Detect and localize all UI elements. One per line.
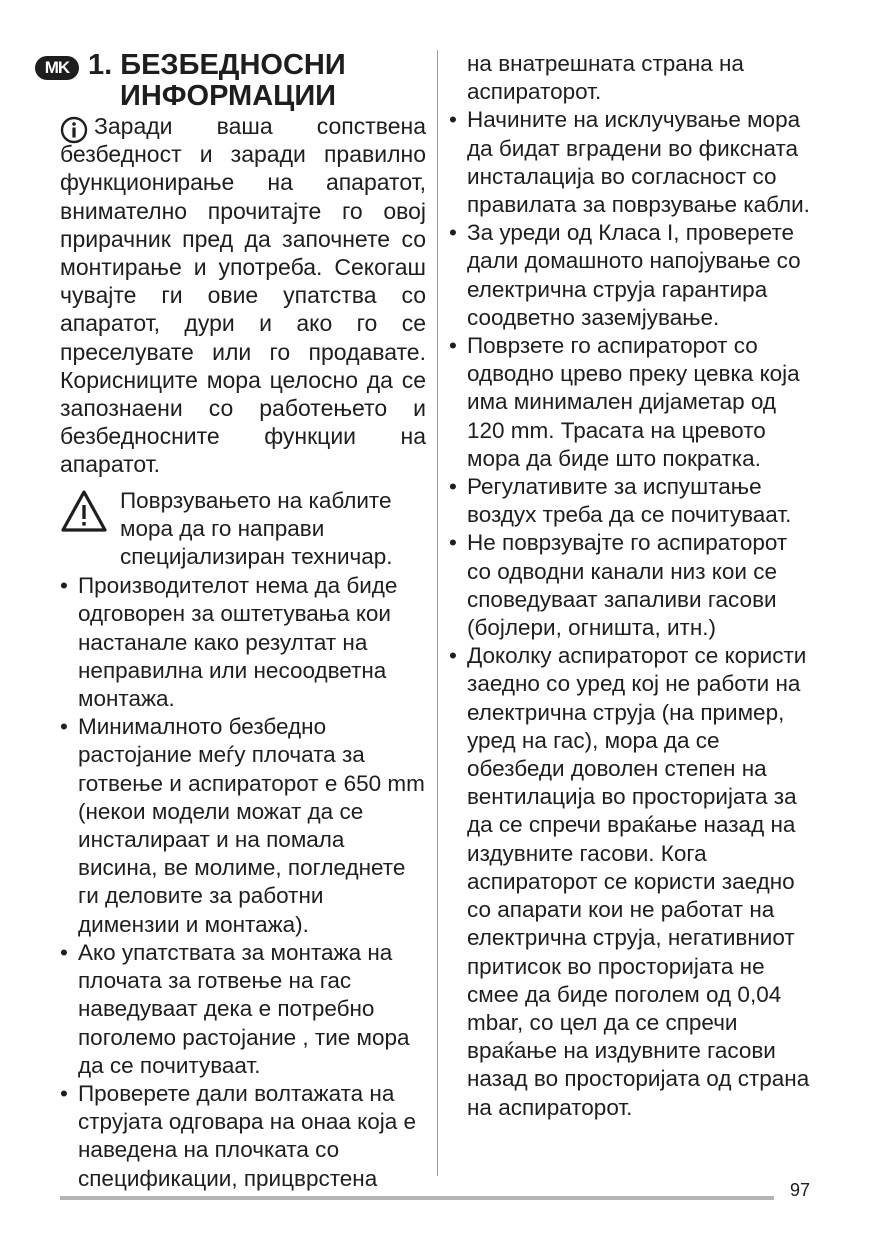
heading-line-1 — [88, 50, 346, 81]
list-item: • Регулативите за испуштање воздух треба да се почитуваат. — [449, 474, 792, 528]
column-divider — [437, 50, 438, 1176]
list-item: • Ако упатствата за монтажа на плочата за готвење на гас наведуваат дека е потребно поголемо растојание , тие мора да се почитуваат. — [60, 939, 410, 1078]
list-item: • Производителот нема да биде одговорен за оштетувања кои настанале како резултат на неправилна или несоодветна монтажа. — [60, 573, 398, 712]
page-number: 97 — [790, 1180, 811, 1200]
right-column — [449, 50, 817, 1122]
warning-note — [60, 487, 426, 572]
right-bullet-list — [449, 106, 817, 1121]
list-item: • Проверете дали волтажата на струјата одговара на онаа која е наведена на плочката со спецификации, прицврстена — [60, 1080, 417, 1191]
intro-text: Заради ваша сопствена безбедност и заради правилно функционирање на апаратот, внимателно прочитајте го овој прирачник пред да започнете со монтирање и употреба. Секогаш чувајте ги овие упатства со апаратот, дури и ако го се преселувате или го продавате. Корисниците мора целосно да се запознаени со работењето и безбедносните функции на апаратот. — [60, 113, 426, 478]
list-item: • За уреди од Класа I, проверете дали домашното напојување со електрична струја гарантира соодветно заземјување. — [449, 220, 801, 330]
heading-number: 1. — [88, 49, 113, 81]
heading-title-1: БЕЗБЕДНОСНИ — [120, 49, 346, 81]
left-bullet-list — [60, 572, 426, 1192]
list-item: • Минималното безбедно растојание меѓу плочата за готвење и аспираторот е 650 mm (некои модели можат да се инсталираат и на помала висина, ве молиме, погледнете ги деловите за работни димензии и монтажа). — [60, 714, 425, 937]
left-column — [44, 49, 426, 1193]
heading-line-2: ИНФОРМАЦИИ — [120, 80, 337, 112]
info-icon — [60, 116, 88, 144]
warning-icon — [60, 489, 108, 533]
section-heading — [44, 49, 426, 112]
list-item: • Поврзете го аспираторот со одводно црево преку цевка која има минимален дијаметар од 120 mm. Трасата на цревото мора да биде што пократка. — [449, 333, 800, 471]
footer-rule — [60, 1196, 774, 1200]
intro-paragraph — [60, 112, 426, 479]
list-item: • Не поврзувајте го аспираторот со одводни канали низ кои се споведуваат запаливи гасови (бојлери, огништа, итн.) — [449, 530, 788, 641]
continued-text: на внатрешната страна на аспираторот. — [467, 51, 744, 105]
warning-text: Поврзувањето на каблите мора да го направи специјализиран техничар. — [120, 487, 393, 570]
language-badge: MK — [35, 56, 79, 80]
list-item: • Доколку аспираторот се користи заедно со уред кој не работи на електрична струја (на пример, уред на гас), мора да се обезбеди доволен степен на вентилација во просторијата за да се спречи враќање назад на издувните гасови. Кога аспираторот се користи заедно со апарати кои не работат на електрична струја, негативниот притисок во просторијата не смее да биде поголем од 0,04 mbar, со цел да се спречи враќање на издувните гасови назад во просторијата од страна на аспираторот. — [449, 643, 810, 1120]
list-item: • Начините на исклучување мора да бидат вградени во фиксната инсталација во согласност со правилата за поврзување кабли. — [449, 107, 810, 218]
